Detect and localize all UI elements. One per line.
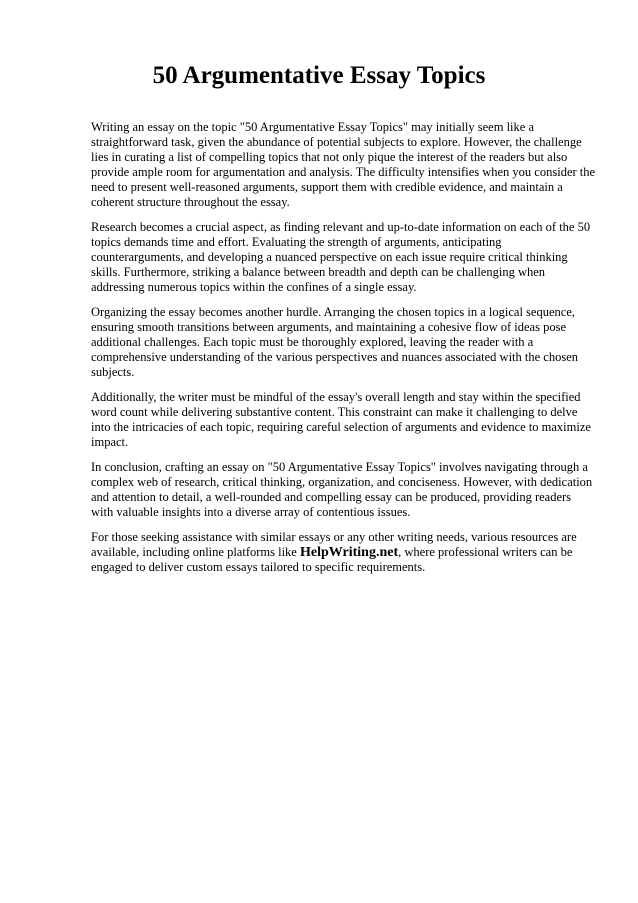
paragraph-1: Writing an essay on the topic "50 Argumentative Essay Topics" may initially seem like a straightforward task, given the abundance of potential subjects to explore. However, the challenge lies in curating a list of compelling topics that not only pique the interest of the readers but also provide ample room for argumentation and analysis. The difficulty intensifies when you consider the need to present well-reasoned arguments, support them with credible evidence, and maintain a coherent structure throughout the essay. xyxy=(91,120,596,209)
document-body xyxy=(91,120,596,585)
paragraph-6 xyxy=(91,530,596,575)
paragraph-3: Organizing the essay becomes another hurdle. Arranging the chosen topics in a logical sequence, ensuring smooth transitions between arguments, and maintaining a cohesive flow of ideas pose additional challenges. Each topic must be thoroughly explored, leaving the reader with a comprehensive understanding of the various perspectives and nuances associated with the chosen subjects. xyxy=(91,305,578,379)
paragraph-6-text-before: For those seeking assistance with similar essays or any other writing needs, various resources are available, including online platforms like xyxy=(91,530,577,559)
paragraph-6-text-after: , where professional writers can be engaged to deliver custom essays tailored to specific requirements. xyxy=(91,545,573,574)
helpwriting-brand: HelpWriting.net xyxy=(299,545,399,560)
page-title: 50 Argumentative Essay Topics xyxy=(152,62,486,89)
paragraph-4: Additionally, the writer must be mindful of the essay's overall length and stay within the specified word count while delivering substantive content. This constraint can make it challenging to delve into the intricacies of each topic, requiring careful selection of arguments and evidence to maximize impact. xyxy=(91,390,591,449)
paragraph-5: In conclusion, crafting an essay on "50 Argumentative Essay Topics" involves navigating through a complex web of research, critical thinking, organization, and conciseness. However, with dedication and attention to detail, a well-rounded and compelling essay can be produced, providing readers with valuable insights into a diverse array of contentious issues. xyxy=(91,460,593,519)
paragraph-2: Research becomes a crucial aspect, as finding relevant and up-to-date information on each of the 50 topics demands time and effort. Evaluating the strength of arguments, anticipating counterarguments, and developing a nuanced perspective on each issue require critical thinking skills. Furthermore, striking a balance between breadth and depth can be challenging when addressing numerous topics within the confines of a single essay. xyxy=(91,220,591,294)
